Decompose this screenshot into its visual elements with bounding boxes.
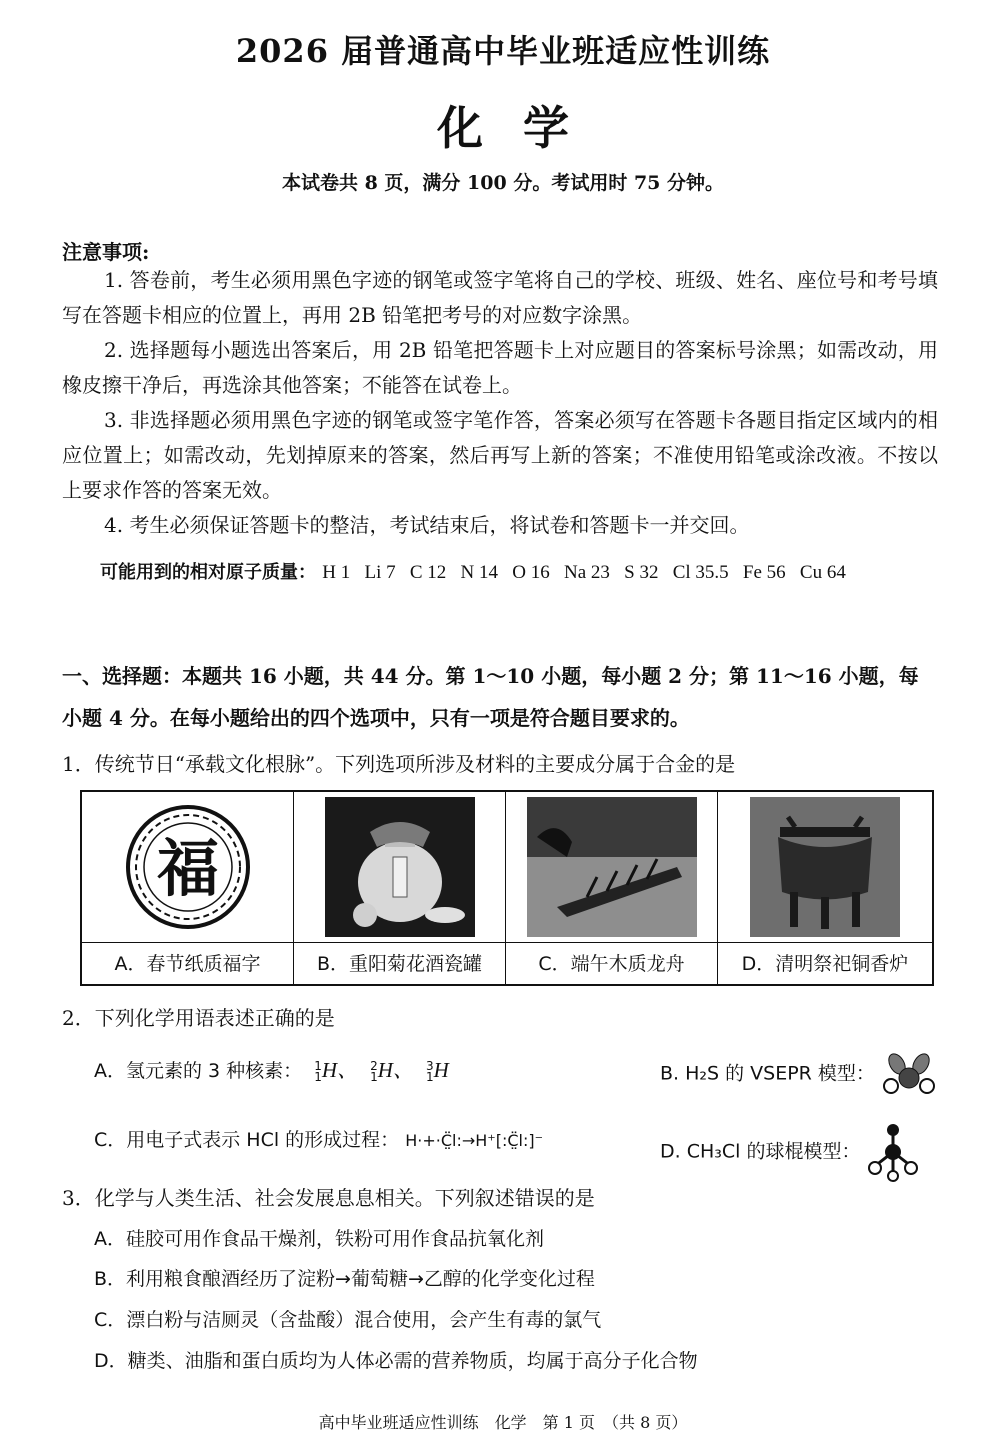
bronze-censer-image (718, 792, 932, 943)
atomic-masses (100, 558, 846, 584)
option-b-text: B. H₂S 的 VSEPR 模型： (660, 1062, 875, 1085)
isotope-1-notation: 1 1 (314, 1058, 322, 1084)
notice-item-3: 3. 非选择题必须用黑色字迹的钢笔或签字笔作答，答案必须写在答题卡各题目指定区域内的相应位置上；如需改动，先划掉原来的答案，然后再写上新的答案；不准使用铅笔或涂改液。不按以上要求作答的答案无效。 (62, 408, 938, 502)
question-3-stem: 3．化学与人类生活、社会发展息息相关。下列叙述错误的是 (62, 1186, 595, 1210)
question-3-option-a: A．硅胶可用作食品干燥剂，铁粉可用作食品抗氧化剂 (94, 1228, 544, 1250)
option-d-label: D．清明祭祀铜香炉 (741, 953, 909, 975)
question-1-stem: 1．传统节日“承载文化根脉”。下列选项所涉及材料的主要成分属于合金的是 (62, 752, 736, 776)
fu-paper-cut-image (82, 792, 293, 943)
question-3-option-d: D．糖类、油脂和蛋白质均为人体必需的营养物质，均属于高分子化合物 (94, 1350, 698, 1372)
isotope-2-notation: 2 1 (370, 1058, 378, 1084)
question-1-image-table (80, 790, 934, 986)
option-c-text: C．用电子式表示 HCl 的形成过程： (94, 1129, 400, 1151)
option-a-cell (82, 792, 294, 986)
isotope-1-symbol: H、 (321, 1058, 359, 1082)
option-b-label: B．重阳菊花酒瓷罐 (316, 953, 483, 975)
isotope-3-notation: 3 1 (425, 1058, 434, 1084)
option-d-cell (718, 792, 932, 986)
subject-title: 化学 (437, 101, 609, 155)
option-a-label: A．春节纸质福字 (114, 953, 261, 975)
option-c-label: C．端午木质龙舟 (538, 953, 685, 975)
option-d-text: D. CH₃Cl 的球棍模型： (660, 1140, 861, 1163)
h2s-vsepr-model-icon (881, 1052, 937, 1096)
dragon-boat-image (506, 792, 717, 943)
question-2-option-b (660, 1052, 937, 1096)
question-2-option-d (660, 1122, 919, 1182)
option-b-cell (294, 792, 506, 986)
atomic-masses-values: H 1 Li 7 C 12 N 14 O 16 Na 23 S 32 Cl 35.5 Fe 56 Cu 64 (322, 562, 846, 583)
question-2-stem: 2．下列化学用语表述正确的是 (62, 1006, 335, 1030)
option-a-text: A．氢元素的 3 种核素： (94, 1060, 303, 1082)
ch3cl-ball-stick-model-icon (867, 1122, 919, 1182)
exam-info: 本试卷共 8 页，满分 100 分。考试用时 75 分钟。 (281, 172, 724, 194)
option-c-cell (506, 792, 718, 986)
section-heading: 一、选择题：本题共 16 小题，共 44 分。第 1～10 小题，每小题 2 分；第 11～16 小题，每小题 4 分。在每小题给出的四个选项中，只有一项是符合题目要求的。 (62, 664, 919, 730)
question-3-option-c: C．漂白粉与洁厕灵（含盐酸）混合使用，会产生有毒的氯气 (94, 1309, 602, 1331)
notice-item-1: 1. 答卷前，考生必须用黑色字迹的钢笔或签字笔将自己的学校、班级、姓名、座位号和考号填写在答题卡相应的位置上，再用 2B 铅笔把考号的对应数字涂黑。 (62, 268, 938, 327)
notice-title: 注意事项: (62, 240, 150, 264)
isotope-2-symbol: H、 (377, 1058, 414, 1082)
notice-item-2: 2. 选择题每小题选出答案后，用 2B 铅笔把答题卡上对应题目的答案标号涂黑；如需改动，用橡皮擦干净后，再选涂其他答案；不能答在试卷上。 (62, 338, 938, 397)
porcelain-jar-image (294, 792, 505, 943)
question-2-option-c (94, 1125, 543, 1152)
hcl-electron-formula: H·+·C̤̈l:→H⁺[:C̤̈l:]⁻ (405, 1131, 544, 1150)
fu-character: 福 (156, 832, 219, 905)
question-3-option-b: B．利用粮食酿酒经历了淀粉→葡萄糖→乙醇的化学变化过程 (94, 1268, 595, 1290)
page-footer: 高中毕业班适应性训练 化学 第 1 页 （共 8 页） (318, 1413, 688, 1432)
atomic-masses-label: 可能用到的相对原子质量： (100, 562, 316, 583)
exam-title: 2026 届普通高中毕业班适应性训练 (235, 32, 771, 70)
question-2-option-a (94, 1054, 449, 1084)
isotope-3-symbol: H (433, 1058, 449, 1082)
notice-item-4: 4. 考生必须保证答题卡的整洁，考试结束后，将试卷和答题卡一并交回。 (104, 513, 750, 537)
